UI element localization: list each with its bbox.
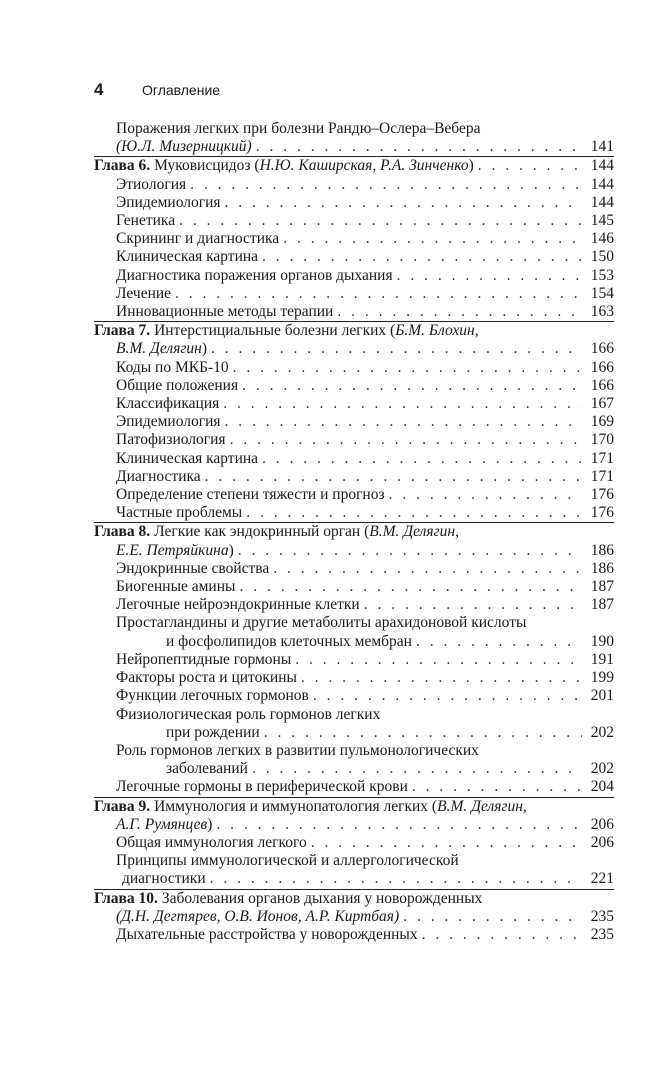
leader-dots: [389, 486, 582, 504]
toc-entry-text: Факторы роста и цитокины: [116, 669, 297, 687]
table-of-contents: [94, 120, 614, 944]
toc-section: [94, 156, 614, 321]
leader-dots: [301, 669, 582, 687]
toc-entry[interactable]: [94, 633, 614, 651]
toc-entry-text: Клиническая картина: [116, 248, 259, 266]
chapter-number: Глава 8.: [94, 523, 151, 541]
toc-chapter-heading[interactable]: [94, 890, 614, 908]
toc-chapter-heading[interactable]: [94, 157, 614, 175]
toc-page-number: 176: [590, 504, 614, 522]
toc-page-number: 167: [590, 395, 614, 413]
toc-entry[interactable]: [94, 816, 614, 834]
leader-dots: [412, 778, 582, 796]
toc-page-number: 190: [590, 632, 614, 650]
toc-entry[interactable]: [94, 395, 614, 413]
toc-entry-text: Функции легочных гормонов: [116, 687, 309, 705]
toc-chapter-heading[interactable]: [94, 523, 614, 541]
toc-entry-text: и фосфолипидов клеточных мембран: [166, 632, 412, 650]
toc-entry-text: Диагностика поражения органов дыхания: [116, 266, 393, 284]
toc-entry[interactable]: [94, 303, 614, 321]
toc-page-number: 166: [590, 340, 614, 358]
toc-entry[interactable]: [94, 614, 614, 632]
toc-page-number: 166: [590, 358, 614, 376]
toc-page-number: 144: [590, 157, 614, 175]
leader-dots: [313, 687, 582, 705]
toc-entry-text: Эпидемиология: [116, 193, 221, 211]
toc-entry[interactable]: [94, 669, 614, 687]
chapter-authors: Б.М. Блохин,: [395, 322, 479, 340]
toc-chapter-heading[interactable]: [94, 322, 614, 340]
toc-entry[interactable]: [94, 778, 614, 796]
leader-dots: [262, 450, 582, 468]
leader-dots: [262, 248, 582, 266]
toc-page-number: 201: [590, 687, 614, 705]
toc-entry[interactable]: [94, 176, 614, 194]
leader-dots: [403, 908, 582, 926]
leader-dots: [264, 724, 582, 742]
toc-entry[interactable]: [94, 230, 614, 248]
toc-page-number: 153: [590, 266, 614, 284]
toc-entry-text: Инновационные методы терапии: [116, 303, 334, 321]
toc-page-number: 186: [590, 559, 614, 577]
leader-dots: [295, 651, 582, 669]
leader-dots: [175, 285, 582, 303]
leader-dots: [210, 870, 582, 888]
toc-entry-text: диагностики: [122, 870, 206, 888]
toc-page-number: 166: [590, 376, 614, 394]
leader-dots: [239, 578, 582, 596]
toc-entry-text: Простагландины и другие метаболиты арахидоновой кислоты: [116, 614, 527, 632]
toc-entry[interactable]: [94, 706, 614, 724]
toc-section: [94, 120, 614, 156]
toc-entry-text: А.Г. Румянцев): [116, 815, 213, 833]
toc-entry[interactable]: [94, 468, 614, 486]
toc-page-number: 235: [590, 925, 614, 943]
toc-page-number: 171: [590, 449, 614, 467]
toc-entry[interactable]: [94, 542, 614, 560]
toc-entry[interactable]: [94, 248, 614, 266]
leader-dots: [364, 596, 582, 614]
chapter-authors: В.М. Делягин,: [369, 523, 459, 541]
toc-entry[interactable]: [94, 852, 614, 870]
toc-page-number: 146: [590, 230, 614, 248]
toc-entry[interactable]: [94, 194, 614, 212]
leader-dots: [311, 834, 582, 852]
toc-page-number: 199: [590, 669, 614, 687]
leader-dots: [422, 926, 582, 944]
toc-entry[interactable]: [94, 120, 614, 138]
toc-page-number: 221: [590, 870, 614, 888]
leader-dots: [205, 468, 582, 486]
toc-entry-text: заболеваний: [166, 760, 248, 778]
toc-page-number: 235: [590, 907, 614, 925]
leader-dots: [397, 267, 582, 285]
leader-dots: [256, 138, 582, 156]
toc-page-number: 145: [590, 212, 614, 230]
leader-dots: [230, 431, 582, 449]
toc-entry[interactable]: [94, 431, 614, 449]
toc-page-number: 202: [590, 760, 614, 778]
toc-entry-text: Легочные нейроэндокринные клетки: [116, 596, 360, 614]
leader-dots: [246, 504, 582, 522]
toc-entry-text: Клиническая картина: [116, 449, 259, 467]
toc-entry[interactable]: [94, 504, 614, 522]
toc-entry[interactable]: [94, 742, 614, 760]
toc-entry[interactable]: [94, 359, 614, 377]
toc-entry[interactable]: [94, 687, 614, 705]
toc-page-number: 170: [590, 431, 614, 449]
toc-entry-text: Биогенные амины: [116, 578, 236, 596]
toc-entry[interactable]: [94, 138, 614, 156]
leader-dots: [337, 303, 582, 321]
toc-section: [94, 889, 614, 945]
toc-entry[interactable]: [94, 340, 614, 358]
toc-entry[interactable]: [94, 212, 614, 230]
toc-entry[interactable]: [94, 926, 614, 944]
toc-entry-text: Лечение: [116, 284, 172, 302]
toc-entry-text: Поражения легких при болезни Рандю–Ослера–Вебера: [116, 120, 481, 137]
chapter-authors: В.М. Делягин,: [437, 797, 527, 815]
toc-page-number: 150: [590, 248, 614, 266]
leader-dots: [252, 760, 582, 778]
chapter-number: Глава 10.: [94, 889, 158, 907]
toc-entry-text: (Ю.Л. Мизерницкий): [116, 138, 252, 156]
toc-entry-text: Коды по МКБ-10: [116, 358, 229, 376]
toc-entry-text: Глава 7. Интерстициальные болезни легких (Б.М. Блохин,: [94, 322, 479, 340]
toc-entry-text: Нейропептидные гормоны: [116, 650, 292, 668]
running-title: Оглавление: [142, 82, 221, 98]
toc-entry-text: Классификация: [116, 395, 220, 413]
leader-dots: [190, 176, 582, 194]
leader-dots: [225, 413, 582, 431]
toc-page-number: 206: [590, 815, 614, 833]
toc-page-number: 163: [590, 303, 614, 321]
leader-dots: [233, 359, 582, 377]
leader-dots: [273, 560, 582, 578]
leader-dots: [478, 157, 582, 175]
toc-entry-text: Глава 10. Заболевания органов дыхания у новорожденных: [94, 889, 483, 907]
toc-page-number: 171: [590, 467, 614, 485]
toc-entry[interactable]: [94, 560, 614, 578]
toc-page-number: 191: [590, 650, 614, 668]
toc-entry[interactable]: [94, 450, 614, 468]
toc-page-number: 186: [590, 541, 614, 559]
toc-chapter-heading[interactable]: [94, 798, 614, 816]
leader-dots: [179, 212, 582, 230]
toc-entry-text: Глава 8. Легкие как эндокринный орган (В.М. Делягин,: [94, 523, 459, 541]
chapter-number: Глава 9.: [94, 797, 151, 815]
toc-entry[interactable]: [94, 760, 614, 778]
leader-dots: [225, 194, 582, 212]
leader-dots: [211, 340, 582, 358]
toc-entry-text: Скрининг и диагностика: [116, 230, 280, 248]
leader-dots: [283, 230, 582, 248]
toc-entry-text: Дыхательные расстройства у новорожденных: [116, 925, 418, 943]
toc-entry[interactable]: [94, 724, 614, 742]
toc-entry[interactable]: [94, 486, 614, 504]
toc-entry[interactable]: [94, 870, 614, 888]
toc-entry-text: Роль гормонов легких в развитии пульмонологических: [116, 741, 479, 759]
leader-dots: [238, 542, 582, 560]
toc-entry-text: Эпидемиология: [116, 413, 221, 431]
toc-entry-text: Определение степени тяжести и прогноз: [116, 486, 385, 504]
toc-entry[interactable]: [94, 834, 614, 852]
toc-page-number: 144: [590, 193, 614, 211]
toc-entry-text: (Д.Н. Дегтярев, О.В. Ионов, А.Р. Киртбая): [116, 907, 400, 925]
toc-page-number: 202: [590, 723, 614, 741]
toc-entry-text: Физиологическая роль гормонов легких: [116, 705, 381, 723]
toc-entry-text: Е.Е. Петряйкина): [116, 541, 234, 559]
toc-section: [94, 321, 614, 522]
toc-entry[interactable]: [94, 413, 614, 431]
toc-entry[interactable]: [94, 578, 614, 596]
toc-page-number: 204: [590, 778, 614, 796]
toc-page-number: 187: [590, 578, 614, 596]
page-header: [94, 80, 609, 102]
toc-page-number: 154: [590, 284, 614, 302]
toc-entry[interactable]: [94, 908, 614, 926]
toc-entry-text: Принципы иммунологической и аллергологической: [116, 852, 459, 870]
toc-page-number: 206: [590, 833, 614, 851]
leader-dots: [216, 816, 582, 834]
toc-entry-text: Глава 9. Иммунология и иммунопатология легких (В.М. Делягин,: [94, 797, 527, 815]
toc-entry-text: Легочные гормоны в периферической крови: [116, 778, 408, 796]
toc-entry-text: Общая иммунология легкого: [116, 833, 307, 851]
leader-dots: [223, 395, 582, 413]
chapter-authors: Н.Ю. Каширская, Р.А. Зинченко: [259, 157, 469, 175]
toc-entry[interactable]: [94, 285, 614, 303]
toc-entry-text: Этиология: [116, 175, 187, 193]
toc-entry-text: Генетика: [116, 212, 176, 230]
toc-section: [94, 522, 614, 796]
toc-page-number: 141: [590, 138, 614, 156]
toc-entry-text: Диагностика: [116, 467, 201, 485]
toc-page-number: 187: [590, 596, 614, 614]
toc-entry-text: при рождении: [166, 723, 260, 741]
toc-section: [94, 797, 614, 889]
toc-entry[interactable]: [94, 596, 614, 614]
chapter-number: Глава 6.: [94, 157, 151, 175]
toc-entry-text: Эндокринные свойства: [116, 559, 270, 577]
toc-page-number: 169: [590, 413, 614, 431]
toc-entry-text: Глава 6. Муковисцидоз (Н.Ю. Каширская, Р.А. Зинченко): [94, 157, 474, 175]
page-number: 4: [94, 80, 104, 99]
toc-entry-text: Общие положения: [116, 376, 239, 394]
toc-entry-text: В.М. Делягин): [116, 340, 207, 358]
toc-entry[interactable]: [94, 377, 614, 395]
leader-dots: [242, 377, 582, 395]
toc-page-number: 144: [590, 175, 614, 193]
leader-dots: [416, 633, 582, 651]
toc-entry-text: Патофизиология: [116, 431, 226, 449]
toc-entry[interactable]: [94, 651, 614, 669]
toc-entry[interactable]: [94, 267, 614, 285]
toc-page-number: 176: [590, 486, 614, 504]
chapter-number: Глава 7.: [94, 322, 151, 340]
toc-entry-text: Частные проблемы: [116, 504, 243, 522]
